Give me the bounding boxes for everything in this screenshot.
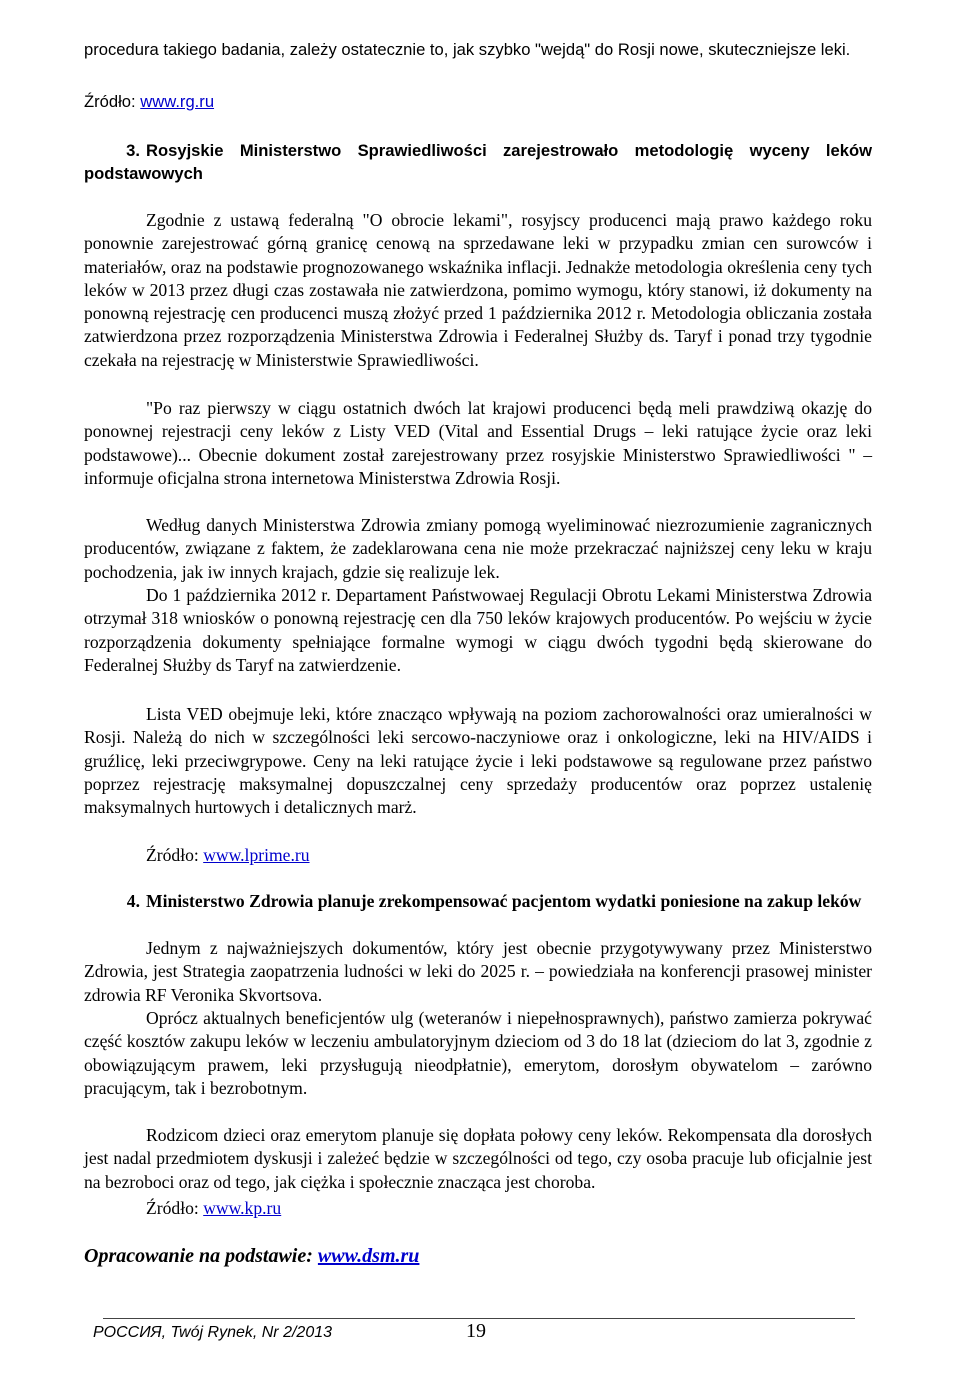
section4-source: Źródło: www.kp.ru (146, 1198, 282, 1218)
section3-para-5: Lista VED obejmuje leki, które znacząco wpływają na poziom zachorowalności oraz umieralności w Rosji. Należą do nich w szczególności leki sercowo-naczyniowe oraz i onkologiczne, leki na HIV/AIDS i gruźlicę, leki przeciwgrypowe. Ceny na leki ratujące życie i leki podstawowe są regulowane przez państwo poprzez rejestrację maksymalnej dopuszczalnej ceny sprzedaży producentów oraz poprzez ustalenię maksymalnych hurtowych i detalicznych marż. (84, 704, 872, 818)
source-link-kp[interactable]: www.kp.ru (203, 1198, 282, 1218)
footer-journal: РОССИЯ, Twój Rynek, Nr 2/2013 (93, 1324, 333, 1341)
section3-source: Źródło: www.lprime.ru (146, 845, 310, 865)
section4-para-2: Oprócz aktualnych beneficjentów ulg (weteranów i niepełnosprawnych), państwo zamierza pokrywać część kosztów zakupu leków w leczeniu ambulatoryjnym dzieciom od 3 do 18 lat (dzieciom do lat 3, zgodnie z obowiązującym prawem, leki przysługują nieodpłatnie), emerytom, dorosłym obywatelom – zarówno pracującym, tak i bezrobotnym. (84, 1008, 872, 1098)
source-link-dsm[interactable]: www.dsm.ru (317, 1245, 420, 1267)
footer-divider (103, 1318, 855, 1319)
section3-para-3: Według danych Ministerstwa Zdrowia zmiany pomogą wyeliminować niezrozumienie zagranicznych producentów, związane z faktem, że zadeklarowana cena nie może przekraczać najniższej ceny leku w kraju pochodzenia, jak iw innych krajach, gdzie się realizuje lek. (84, 515, 872, 582)
source-link-rg[interactable]: www.rg.ru (140, 92, 215, 111)
section3-heading: 3. Rosyjskie Ministerstwo Sprawiedliwości zarejestrowało metodologię wyceny leków podstawowych (84, 141, 872, 184)
intro-paragraph: procedura takiego badania, zależy ostatecznie to, jak szybko "wejdą" do Rosji nowe, skuteczniejsze leki. (84, 40, 851, 59)
page-number: 19 (466, 1320, 486, 1342)
section3-para-4: Do 1 października 2012 r. Departament Państwowaej Regulacji Obrotu Lekami Ministerstwa Zdrowia otrzymał 318 wniosków o ponowną rejestrację cen dla 750 leków krajowych producentów. Po wejściu w życie rozporządzenia dokumenty spełniające formalne wymogi w ciągu dwóch tygodni będą skierowane do Federalnej Służby ds Taryf na zatwierdzenie. (84, 585, 872, 675)
section4-para-3: Rodzicom dzieci oraz emerytom planuje się dopłata połowy ceny leków. Rekompensata dla dorosłych jest nadal przedmiotem dyskusji i zależeć będzie w szczególności od tego, czy osoba pracuje lub oficjalnie jest na bezroboci oraz od tego, jak ciężka i społecznie znacząca jest choroba. (84, 1125, 872, 1192)
section4-heading: 4. Ministerstwo Zdrowia planuje zrekompensować pacjentom wydatki poniesione na zakup leków (126, 891, 862, 911)
section3-para-1: Zgodnie z ustawą federalną "O obrocie lekami", rosyjscy producenci mają prawo każdego roku ponownie zarejestrować górną granicę cenową na sprzedawane leki w przypadku zmian cen surowców i materiałów, oraz na podstawie prognozowanego wskaźnika inflacji. Jednakże metodologia określenia ceny tych leków w 2013 przez długi czas zostawała nie zatwierdzona, pomimo wymogu, który stanowi, iż dokumenty na ponowną rejestrację cen producenci muszą złożyć przed 1 października 2012 r. Metodologia obliczania została zatwierdzona przez rozporządzenia Ministerstwa Zdrowia i Federalnej Służby ds. Taryf i ponad trzy tygodnie czekała na rejestrację w Ministerstwie Sprawiedliwości. (84, 210, 872, 370)
source-link-lprime[interactable]: www.lprime.ru (203, 845, 310, 865)
intro-source: Źródło: www.rg.ru (84, 92, 215, 111)
section3-para-2: "Po raz pierwszy w ciągu ostatnich dwóch lat krajowi producenci będą meli prawdziwą okazję do ponownej rejestracji ceny leków z Listy VED (Vital and Essential Drugs – leki ratujące życie oraz leki podstawowe)... Obecnie dokument został zarejestrowany przez rosyjskie Ministerstwo Sprawiedliwości " – informuje oficjalna strona internetowa Ministerstwa Zdrowia Rosji. (84, 398, 872, 488)
section4-para-1: Jednym z najważniejszych dokumentów, który jest obecnie przygotywywany przez Ministerstwo Zdrowia, jest Strategia zaopatrzenia ludności w leki do 2025 r. – powiedziała na konferencji prasowej minister zdrowia RF Veronika Skvortsova. (84, 938, 872, 1005)
closing-attribution: Opracowanie na podstawie: www.dsm.ru (84, 1245, 420, 1267)
